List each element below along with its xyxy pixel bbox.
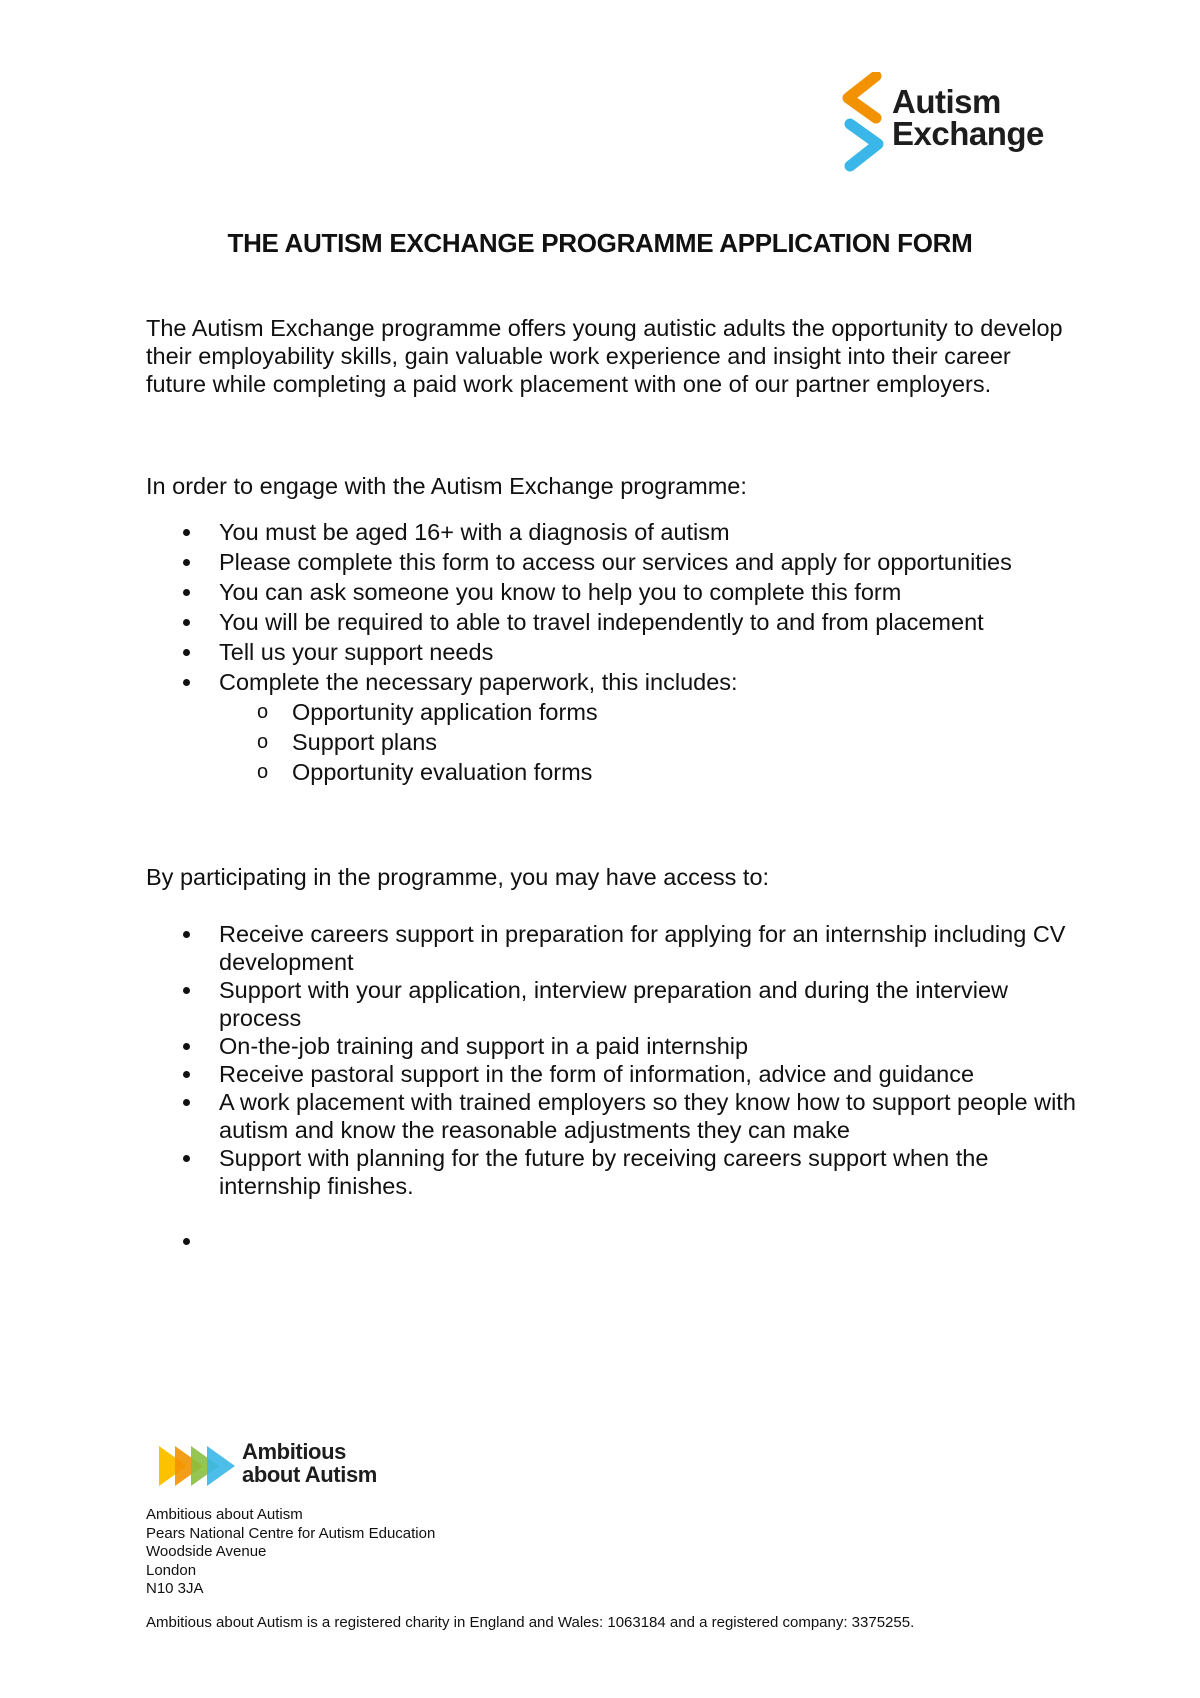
list-item: Receive careers support in preparation for applying for an internship including CV development — [146, 920, 1076, 976]
charity-statement: Ambitious about Autism is a registered charity in England and Wales: 1063184 and a registered company: 3375255. — [146, 1614, 915, 1631]
list-item: A work placement with trained employers so they know how to support people with autism and know the reasonable adjustments they can make — [146, 1088, 1076, 1144]
engage-heading: In order to engage with the Autism Exchange programme: — [146, 473, 747, 499]
footer-logo-line-2: about Autism — [242, 1462, 377, 1487]
logo-line-2: Exchange — [892, 115, 1044, 152]
footer-address — [146, 1506, 435, 1599]
address-line: Pears National Centre for Autism Education — [146, 1524, 436, 1542]
ambitious-about-autism-logo — [157, 1440, 417, 1500]
list-item: Please complete this form to access our services and apply for opportunities — [146, 548, 1076, 576]
address-line: London — [146, 1561, 197, 1579]
engage-list — [146, 518, 1076, 788]
footer-logo-line-1: Ambitious — [242, 1439, 346, 1464]
address-line: Ambitious about Autism — [146, 1506, 303, 1523]
logo-line-1: Autism — [892, 83, 1001, 120]
paperwork-sublist — [219, 698, 1076, 786]
address-line: N10 3JA — [146, 1580, 204, 1598]
chevron-mark-icon — [838, 72, 888, 172]
access-list — [146, 920, 1076, 1200]
triple-arrow-icon — [157, 1444, 237, 1488]
address-line: Woodside Avenue — [146, 1543, 267, 1561]
access-heading: By participating in the programme, you may have access to: — [146, 864, 770, 890]
sub-list-item: o Opportunity evaluation forms — [219, 758, 1076, 786]
list-item: You can ask someone you know to help you to complete this form — [146, 578, 1076, 606]
autism-exchange-logo — [838, 72, 1058, 172]
logo-wordmark — [892, 83, 1044, 152]
list-item: Support with your application, interview preparation and during the interview process — [146, 976, 1076, 1032]
footer-logo-wordmark — [242, 1440, 377, 1486]
list-item-text: Complete the necessary paperwork, this includes: — [219, 669, 738, 695]
list-item: Tell us your support needs — [146, 638, 1076, 666]
list-item: On-the-job training and support in a paid internship — [146, 1032, 1076, 1060]
list-item: Receive pastoral support in the form of information, advice and guidance — [146, 1060, 1076, 1088]
intro-paragraph: The Autism Exchange programme offers young autistic adults the opportunity to develop their employability skills, gain valuable work experience and insight into their career future while completing a paid work placement with one of our partner employers. — [146, 315, 1063, 397]
sub-list-item: o Support plans — [219, 728, 1076, 756]
list-item: You must be aged 16+ with a diagnosis of autism — [146, 518, 1076, 546]
list-item: You will be required to able to travel independently to and from placement — [146, 608, 1076, 636]
sub-list-item: o Opportunity application forms — [219, 698, 1076, 726]
list-item-with-sublist — [146, 668, 1076, 786]
page-title: THE AUTISM EXCHANGE PROGRAMME APPLICATION FORM — [227, 228, 973, 258]
list-item: Support with planning for the future by receiving careers support when the internship finishes. — [146, 1144, 1076, 1200]
empty-bullet-point — [183, 1238, 190, 1245]
